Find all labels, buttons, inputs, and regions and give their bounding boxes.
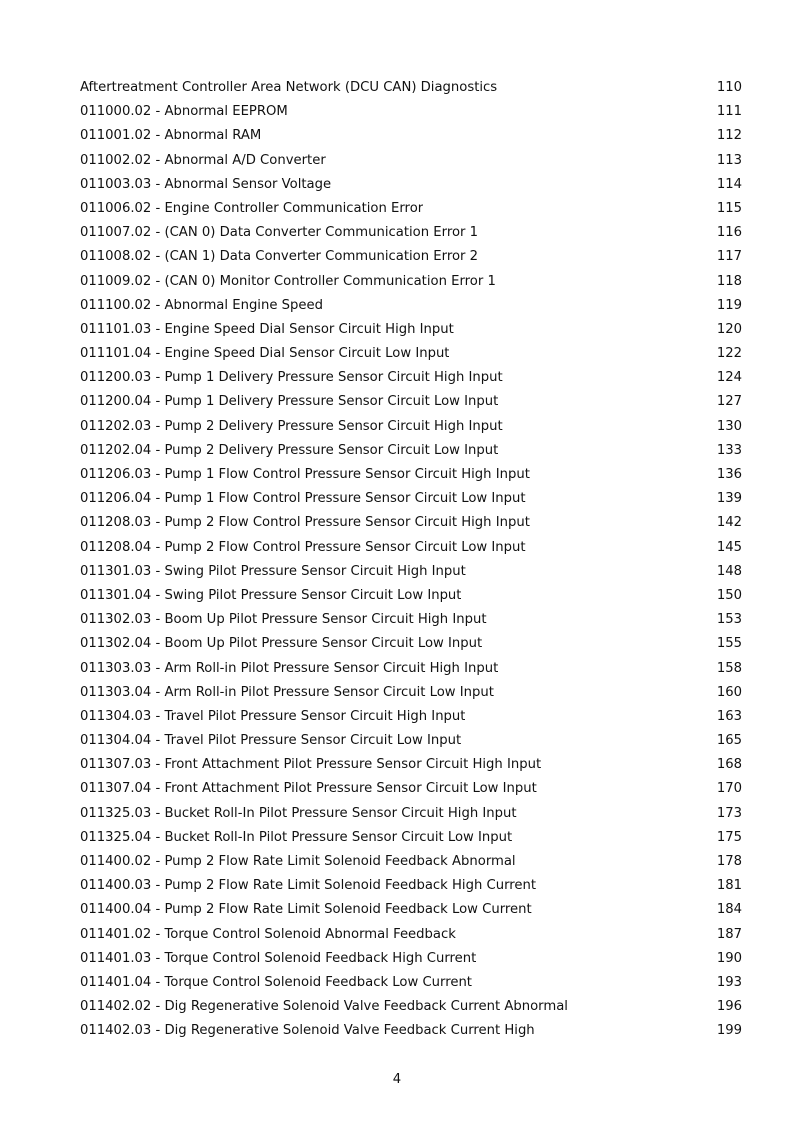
toc-entry-page: 196 bbox=[716, 999, 742, 1015]
toc-entry[interactable] bbox=[80, 971, 742, 995]
toc-entry[interactable] bbox=[80, 560, 742, 584]
toc-entry-title: 011200.03 - Pump 1 Delivery Pressure Sensor Circuit High Input bbox=[80, 370, 503, 386]
toc-entry-title: 011401.04 - Torque Control Solenoid Feedback Low Current bbox=[80, 974, 472, 990]
toc-entry-page: 111 bbox=[716, 104, 742, 120]
toc-entry[interactable] bbox=[80, 149, 742, 173]
toc-entry-page: 118 bbox=[716, 273, 742, 289]
toc-entry-page: 163 bbox=[716, 708, 742, 724]
toc-entry[interactable] bbox=[80, 511, 742, 535]
toc-entry-title: 011008.02 - (CAN 1) Data Converter Communication Error 2 bbox=[80, 249, 479, 265]
toc-entry-title: 011206.04 - Pump 1 Flow Control Pressure Sensor Circuit Low Input bbox=[80, 491, 526, 507]
toc-entry-title: 011304.03 - Travel Pilot Pressure Sensor Circuit High Input bbox=[80, 708, 466, 724]
toc-entry-page: 153 bbox=[716, 612, 742, 628]
toc-entry-page: 160 bbox=[716, 684, 742, 700]
toc-entry-page: 184 bbox=[716, 902, 742, 918]
toc-entry-title: 011400.02 - Pump 2 Flow Rate Limit Solenoid Feedback Abnormal bbox=[80, 854, 516, 869]
toc-entry-page: 199 bbox=[716, 1023, 742, 1039]
toc-entry[interactable] bbox=[80, 366, 742, 390]
toc-entry[interactable] bbox=[80, 124, 742, 148]
toc-entry-title: 011304.04 - Travel Pilot Pressure Sensor Circuit Low Input bbox=[80, 733, 462, 749]
toc-entry[interactable] bbox=[80, 1019, 742, 1043]
toc-entry-page: 155 bbox=[716, 636, 742, 652]
toc-entry-title: 011208.04 - Pump 2 Flow Control Pressure Sensor Circuit Low Input bbox=[80, 539, 526, 555]
toc-entry[interactable] bbox=[80, 632, 742, 656]
toc-entry-title: 011100.02 - Abnormal Engine Speed bbox=[80, 297, 323, 313]
toc-entry-page: 122 bbox=[716, 346, 742, 362]
toc-entry[interactable] bbox=[80, 584, 742, 608]
toc-entry-page: 117 bbox=[716, 249, 742, 265]
toc-entry-page: 178 bbox=[716, 854, 742, 869]
toc-entry[interactable] bbox=[80, 874, 742, 898]
toc-entry-page: 110 bbox=[716, 80, 742, 95]
toc-entry-title: 011200.04 - Pump 1 Delivery Pressure Sensor Circuit Low Input bbox=[80, 394, 499, 410]
toc-entry[interactable] bbox=[80, 777, 742, 801]
toc-entry[interactable] bbox=[80, 487, 742, 511]
toc-entry[interactable] bbox=[80, 270, 742, 294]
toc-entry-title: 011202.04 - Pump 2 Delivery Pressure Sensor Circuit Low Input bbox=[80, 442, 499, 458]
toc-entry-title: 011202.03 - Pump 2 Delivery Pressure Sensor Circuit High Input bbox=[80, 418, 503, 434]
toc-entry[interactable] bbox=[80, 947, 742, 971]
toc-entry-page: 168 bbox=[716, 757, 742, 773]
toc-entry-page: 148 bbox=[716, 563, 742, 579]
toc-entry-title: 011400.04 - Pump 2 Flow Rate Limit Solenoid Feedback Low Current bbox=[80, 902, 532, 918]
toc-entry-title: 011400.03 - Pump 2 Flow Rate Limit Solenoid Feedback High Current bbox=[80, 878, 537, 894]
toc-entry-title: 011000.02 - Abnormal EEPROM bbox=[80, 104, 288, 120]
toc-entry-page: 190 bbox=[716, 950, 742, 966]
toc-entry-page: 130 bbox=[716, 418, 742, 434]
toc-entry-page: 127 bbox=[716, 394, 742, 410]
toc-entry-title: 011002.02 - Abnormal A/D Converter bbox=[80, 152, 326, 168]
toc-entry-title: 011101.03 - Engine Speed Dial Sensor Circuit High Input bbox=[80, 321, 454, 337]
toc-entry[interactable] bbox=[80, 342, 742, 366]
table-of-contents bbox=[80, 76, 742, 1044]
toc-entry[interactable] bbox=[80, 657, 742, 681]
toc-entry-page: 124 bbox=[716, 370, 742, 386]
toc-entry[interactable] bbox=[80, 826, 742, 850]
toc-entry[interactable] bbox=[80, 173, 742, 197]
toc-entry-page: 170 bbox=[716, 781, 742, 797]
toc-entry-title: 011303.04 - Arm Roll-in Pilot Pressure Sensor Circuit Low Input bbox=[80, 684, 494, 700]
toc-entry-page: 112 bbox=[716, 128, 742, 144]
toc-entry-title: 011206.03 - Pump 1 Flow Control Pressure Sensor Circuit High Input bbox=[80, 467, 530, 482]
toc-entry-title: 011007.02 - (CAN 0) Data Converter Communication Error 1 bbox=[80, 225, 479, 241]
toc-entry[interactable] bbox=[80, 995, 742, 1019]
toc-entry-title: 011307.04 - Front Attachment Pilot Pressure Sensor Circuit Low Input bbox=[80, 781, 537, 797]
toc-entry[interactable] bbox=[80, 294, 742, 318]
toc-entry[interactable] bbox=[80, 729, 742, 753]
toc-entry[interactable] bbox=[80, 221, 742, 245]
toc-entry-title: 011302.04 - Boom Up Pilot Pressure Sensor Circuit Low Input bbox=[80, 636, 483, 652]
toc-entry-page: 165 bbox=[716, 733, 742, 749]
toc-entry-title: 011302.03 - Boom Up Pilot Pressure Sensor Circuit High Input bbox=[80, 612, 487, 628]
toc-entry[interactable] bbox=[80, 898, 742, 922]
toc-entry[interactable] bbox=[80, 753, 742, 777]
toc-entry-page: 139 bbox=[716, 491, 742, 507]
toc-entry[interactable] bbox=[80, 705, 742, 729]
toc-entry-page: 120 bbox=[716, 321, 742, 337]
toc-entry-title: 011303.03 - Arm Roll-in Pilot Pressure Sensor Circuit High Input bbox=[80, 660, 499, 676]
toc-entry[interactable] bbox=[80, 390, 742, 414]
toc-entry[interactable] bbox=[80, 802, 742, 826]
toc-entry-page: 181 bbox=[716, 878, 742, 894]
toc-entry-title: 011009.02 - (CAN 0) Monitor Controller Communication Error 1 bbox=[80, 273, 496, 289]
toc-entry[interactable] bbox=[80, 536, 742, 560]
toc-entry-page: 114 bbox=[716, 176, 742, 192]
toc-entry-title: 011101.04 - Engine Speed Dial Sensor Circuit Low Input bbox=[80, 346, 450, 362]
toc-entry-title: 011003.03 - Abnormal Sensor Voltage bbox=[80, 176, 332, 192]
page-number: 4 bbox=[392, 1072, 402, 1087]
toc-entry-title: 011006.02 - Engine Controller Communication Error bbox=[80, 200, 424, 216]
toc-entry[interactable] bbox=[80, 850, 742, 874]
toc-entry-page: 136 bbox=[716, 467, 742, 482]
toc-entry[interactable] bbox=[80, 439, 742, 463]
toc-entry-page: 142 bbox=[716, 515, 742, 531]
toc-entry-page: 113 bbox=[716, 152, 742, 168]
toc-entry-page: 145 bbox=[716, 539, 742, 555]
toc-entry[interactable] bbox=[80, 923, 742, 947]
toc-entry-page: 193 bbox=[716, 974, 742, 990]
toc-entry-page: 133 bbox=[716, 442, 742, 458]
toc-entry[interactable] bbox=[80, 245, 742, 269]
toc-entry-page: 119 bbox=[716, 297, 742, 313]
toc-entry-title: Aftertreatment Controller Area Network (DCU CAN) Diagnostics bbox=[80, 80, 498, 95]
toc-entry[interactable] bbox=[80, 463, 742, 487]
toc-entry[interactable] bbox=[80, 415, 742, 439]
toc-entry-title: 011208.03 - Pump 2 Flow Control Pressure Sensor Circuit High Input bbox=[80, 515, 530, 531]
toc-entry-title: 011301.04 - Swing Pilot Pressure Sensor Circuit Low Input bbox=[80, 587, 462, 603]
toc-entry-page: 173 bbox=[716, 805, 742, 821]
toc-entry[interactable] bbox=[80, 318, 742, 342]
toc-entry-title: 011402.03 - Dig Regenerative Solenoid Valve Feedback Current High bbox=[80, 1023, 535, 1039]
toc-entry-page: 150 bbox=[716, 587, 742, 603]
toc-entry-page: 187 bbox=[716, 926, 742, 942]
toc-entry-page: 115 bbox=[716, 200, 742, 216]
toc-entry-title: 011325.04 - Bucket Roll-In Pilot Pressure Sensor Circuit Low Input bbox=[80, 829, 513, 845]
toc-entry-title: 011402.02 - Dig Regenerative Solenoid Valve Feedback Current Abnormal bbox=[80, 999, 568, 1015]
toc-entry-title: 011401.03 - Torque Control Solenoid Feedback High Current bbox=[80, 950, 477, 966]
toc-entry-page: 116 bbox=[716, 225, 742, 241]
toc-entry-page: 158 bbox=[716, 660, 742, 676]
toc-entry[interactable] bbox=[80, 681, 742, 705]
toc-entry-title: 011307.03 - Front Attachment Pilot Pressure Sensor Circuit High Input bbox=[80, 757, 542, 773]
toc-entry[interactable] bbox=[80, 76, 742, 100]
toc-entry-title: 011001.02 - Abnormal RAM bbox=[80, 128, 262, 144]
toc-entry-title: 011401.02 - Torque Control Solenoid Abnormal Feedback bbox=[80, 926, 456, 942]
toc-entry-page: 175 bbox=[716, 829, 742, 845]
toc-entry[interactable] bbox=[80, 197, 742, 221]
toc-entry[interactable] bbox=[80, 100, 742, 124]
toc-entry-title: 011325.03 - Bucket Roll-In Pilot Pressure Sensor Circuit High Input bbox=[80, 805, 517, 821]
toc-entry[interactable] bbox=[80, 608, 742, 632]
toc-entry-title: 011301.03 - Swing Pilot Pressure Sensor Circuit High Input bbox=[80, 563, 466, 579]
